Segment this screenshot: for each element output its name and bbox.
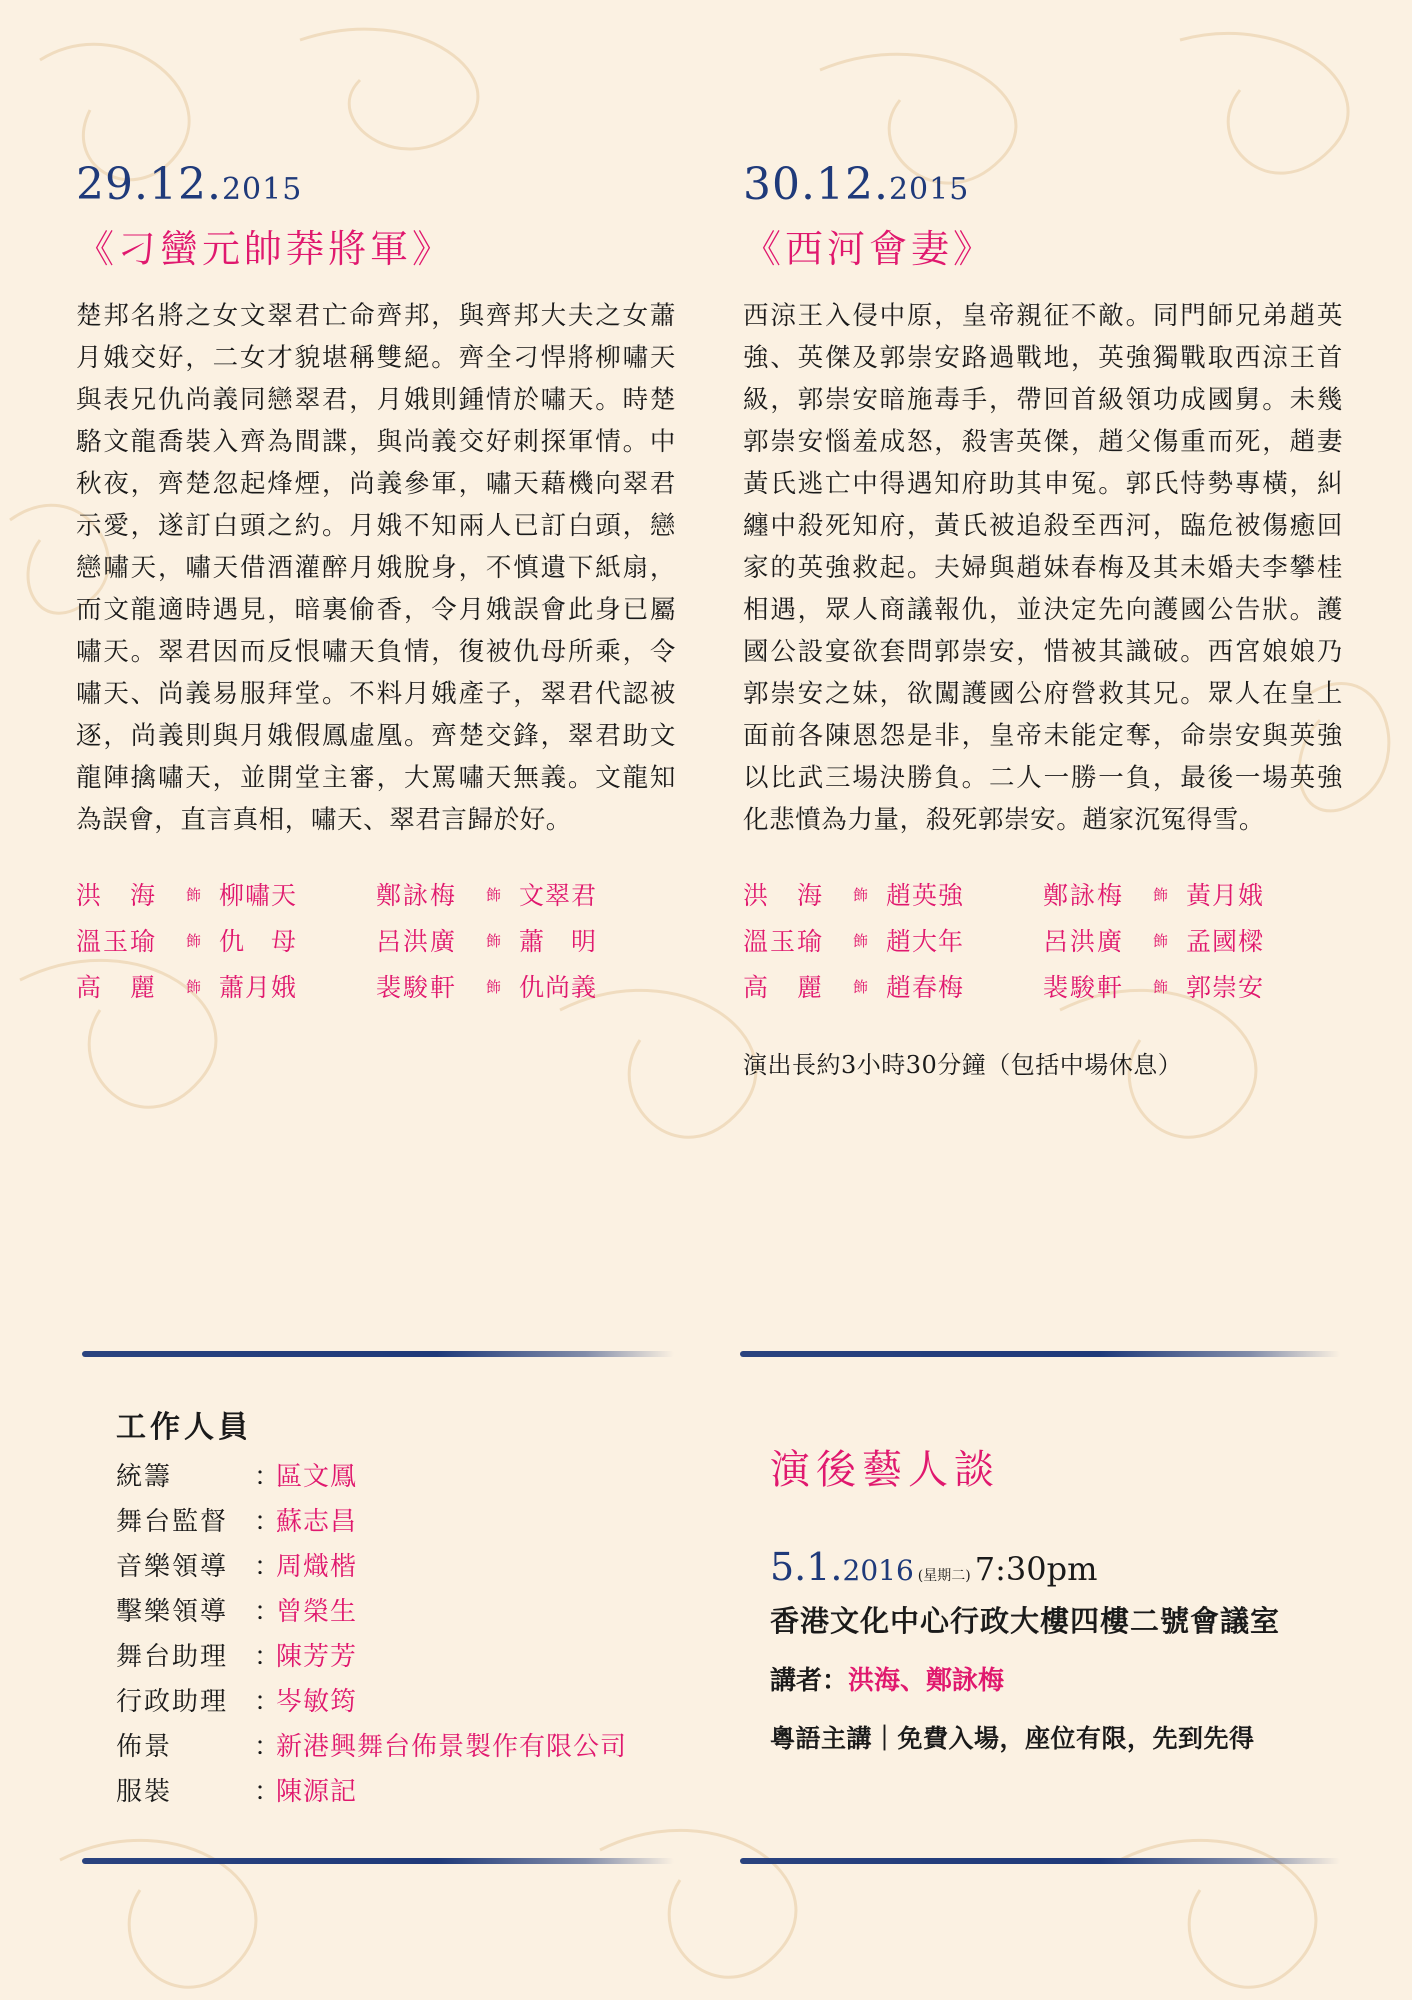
talk-heading: 演後藝人談	[770, 1447, 1000, 1493]
staff-name: 周熾楷	[276, 1552, 358, 1582]
cast-connector: 飾	[1153, 931, 1169, 950]
cast-connector: 飾	[853, 931, 869, 950]
staff-name: 岑敏筠	[276, 1687, 358, 1717]
actor-name: 溫玉瑜	[743, 927, 825, 956]
cast-connector: 飾	[1153, 977, 1169, 996]
staff-role: 舞台助理	[116, 1642, 229, 1672]
cast-connector: 飾	[486, 885, 502, 904]
talk-date: 5.1.2016	[770, 1545, 914, 1589]
cast-item	[76, 876, 376, 912]
cast-item	[376, 968, 676, 1004]
role-name: 趙英強	[886, 881, 965, 910]
actor-name: 呂洪廣	[376, 927, 458, 956]
performance-duration: 演出長約3小時30分鐘（包括中場休息）	[743, 1051, 1183, 1079]
staff-role: 舞台監督	[116, 1507, 229, 1537]
cast-row	[76, 871, 676, 917]
staff-name: 陳芳芳	[276, 1642, 358, 1672]
actor-name: 高 麗	[76, 973, 158, 1002]
staff-row	[116, 1542, 676, 1587]
cast-connector: 飾	[853, 977, 869, 996]
actor-name: 洪 海	[76, 881, 158, 910]
staff-row	[116, 1767, 676, 1812]
staff-row	[116, 1452, 676, 1497]
performance-date: 30.12.2015	[743, 159, 970, 210]
actor-name: 溫玉瑜	[76, 927, 158, 956]
cast-list	[743, 871, 1343, 1009]
divider	[740, 1858, 1340, 1864]
role-name: 仇 母	[219, 927, 298, 956]
staff-colon: ：	[254, 1597, 281, 1627]
staff-heading: 工作人員	[116, 1410, 252, 1445]
actor-name: 呂洪廣	[1043, 927, 1125, 956]
role-name: 柳嘯天	[219, 881, 298, 910]
staff-colon: ：	[254, 1687, 281, 1717]
actor-name: 裴駿軒	[376, 973, 458, 1002]
actor-name: 洪 海	[743, 881, 825, 910]
staff-role: 佈景	[116, 1732, 173, 1762]
speaker-label: 講者：	[770, 1666, 849, 1696]
role-name: 蕭月娥	[219, 973, 298, 1002]
staff-row	[116, 1722, 676, 1767]
cast-connector: 飾	[1153, 885, 1169, 904]
cast-item	[743, 876, 1043, 912]
role-name: 黃月娥	[1186, 881, 1265, 910]
divider	[82, 1351, 674, 1357]
staff-colon: ：	[254, 1642, 281, 1672]
staff-colon: ：	[254, 1732, 281, 1762]
staff-colon: ：	[254, 1777, 281, 1807]
cast-row	[76, 917, 676, 963]
cast-connector: 飾	[486, 931, 502, 950]
staff-name: 蘇志昌	[276, 1507, 358, 1537]
cast-list	[76, 871, 676, 1009]
post-show-talk	[770, 1438, 1370, 1755]
staff-row	[116, 1587, 676, 1632]
cast-row	[743, 917, 1343, 963]
talk-time: 7:30pm	[974, 1550, 1098, 1588]
staff-row	[116, 1497, 676, 1542]
staff-name: 區文鳳	[276, 1462, 358, 1492]
cast-item	[1043, 968, 1343, 1004]
cast-connector: 飾	[486, 977, 502, 996]
role-name: 趙春梅	[886, 973, 965, 1002]
staff-colon: ：	[254, 1507, 281, 1537]
speaker-names: 洪海、鄭詠梅	[848, 1666, 1005, 1696]
cast-item	[1043, 922, 1343, 958]
role-name: 郭崇安	[1186, 973, 1265, 1002]
performance-1	[76, 158, 676, 1009]
cast-item	[376, 876, 676, 912]
talk-datetime	[770, 1545, 1370, 1589]
role-name: 文翠君	[519, 881, 598, 910]
cast-item	[76, 922, 376, 958]
divider	[740, 1351, 1340, 1357]
actor-name: 裴駿軒	[1043, 973, 1125, 1002]
staff-role: 統籌	[116, 1462, 173, 1492]
actor-name: 鄭詠梅	[376, 881, 458, 910]
cast-item	[76, 968, 376, 1004]
staff-role: 音樂領導	[116, 1552, 229, 1582]
cast-item	[743, 922, 1043, 958]
role-name: 蕭 明	[519, 927, 598, 956]
cast-connector: 飾	[853, 885, 869, 904]
cast-item	[1043, 876, 1343, 912]
staff-role: 服裝	[116, 1777, 173, 1807]
cast-row	[743, 963, 1343, 1009]
role-name: 仇尚義	[519, 973, 598, 1002]
cast-row	[76, 963, 676, 1009]
cast-connector: 飾	[186, 977, 202, 996]
performance-date: 29.12.2015	[76, 159, 303, 210]
synopsis: 楚邦名將之女文翠君亡命齊邦，與齊邦大夫之女蕭月娥交好，二女才貌堪稱雙絕。齊全刁悍將柳嘯天與表兄仇尚義同戀翠君，月娥則鍾情於嘯天。時楚駱文龍喬裝入齊為間諜，與尚義交好刺探軍情。中秋夜，齊楚忽起烽煙，尚義參軍，嘯天藉機向翠君示愛，遂訂白頭之約。月娥不知兩人已訂白頭，戀戀嘯天，嘯天借酒灌醉月娥脫身，不慎遺下紙扇，而文龍適時遇見，暗裏偷香，令月娥誤會此身已屬嘯天。翠君因而反恨嘯天負情，復被仇母所乘，令嘯天、尚義易服拜堂。不料月娥產子，翠君代認被逐，尚義則與月娥假鳳虛凰。齊楚交鋒，翠君助文龍陣擒嘯天，並開堂主審，大罵嘯天無義。文龍知為誤會，直言真相，嘯天、翠君言歸於好。	[76, 301, 676, 835]
staff-role: 擊樂領導	[116, 1597, 229, 1627]
staff-name: 新港興舞台佈景製作有限公司	[276, 1732, 628, 1762]
cast-row	[743, 871, 1343, 917]
role-name: 孟國樑	[1186, 927, 1265, 956]
talk-venue: 香港文化中心行政大樓四樓二號會議室	[770, 1604, 1281, 1638]
talk-weekday: (星期二)	[917, 1568, 971, 1584]
performance-title: 《刁蠻元帥莽將軍》	[76, 227, 455, 271]
staff-row	[116, 1677, 676, 1722]
performance-title: 《西河會妻》	[743, 227, 996, 271]
staff-name: 陳源記	[276, 1777, 358, 1807]
talk-speakers	[770, 1660, 1370, 1697]
cast-item	[376, 922, 676, 958]
staff-row	[116, 1632, 676, 1677]
staff-role: 行政助理	[116, 1687, 229, 1717]
synopsis: 西涼王入侵中原，皇帝親征不敵。同門師兄弟趙英強、英傑及郭崇安路過戰地，英強獨戰取西涼王首級，郭崇安暗施毒手，帶回首級領功成國舅。未幾郭崇安惱羞成怒，殺害英傑，趙父傷重而死，趙妻黃氏逃亡中得遇知府助其申冤。郭氏恃勢專橫，糾纏中殺死知府，黃氏被追殺至西河，臨危被傷癒回家的英強救起。夫婦與趙妹春梅及其未婚夫李攀桂相遇，眾人商議報仇，並決定先向護國公告狀。護國公設宴欲套問郭崇安，惜被其識破。西宮娘娘乃郭崇安之妹，欲闖護國公府營救其兄。眾人在皇上面前各陳恩怨是非，皇帝未能定奪，命崇安與英強以比武三場決勝負。二人一勝一負，最後一場英強化悲憤為力量，殺死郭崇安。趙家沉冤得雪。	[743, 301, 1343, 835]
cast-connector: 飾	[186, 931, 202, 950]
staff-colon: ：	[254, 1462, 281, 1492]
staff-colon: ：	[254, 1552, 281, 1582]
staff-list	[116, 1402, 676, 1812]
cast-connector: 飾	[186, 885, 202, 904]
performance-2	[743, 158, 1343, 1080]
divider	[82, 1858, 674, 1864]
cast-item	[743, 968, 1043, 1004]
actor-name: 高 麗	[743, 973, 825, 1002]
role-name: 趙大年	[886, 927, 965, 956]
staff-name: 曾榮生	[276, 1597, 358, 1627]
actor-name: 鄭詠梅	[1043, 881, 1125, 910]
talk-note: 粵語主講｜免費入場，座位有限，先到先得	[770, 1724, 1255, 1753]
